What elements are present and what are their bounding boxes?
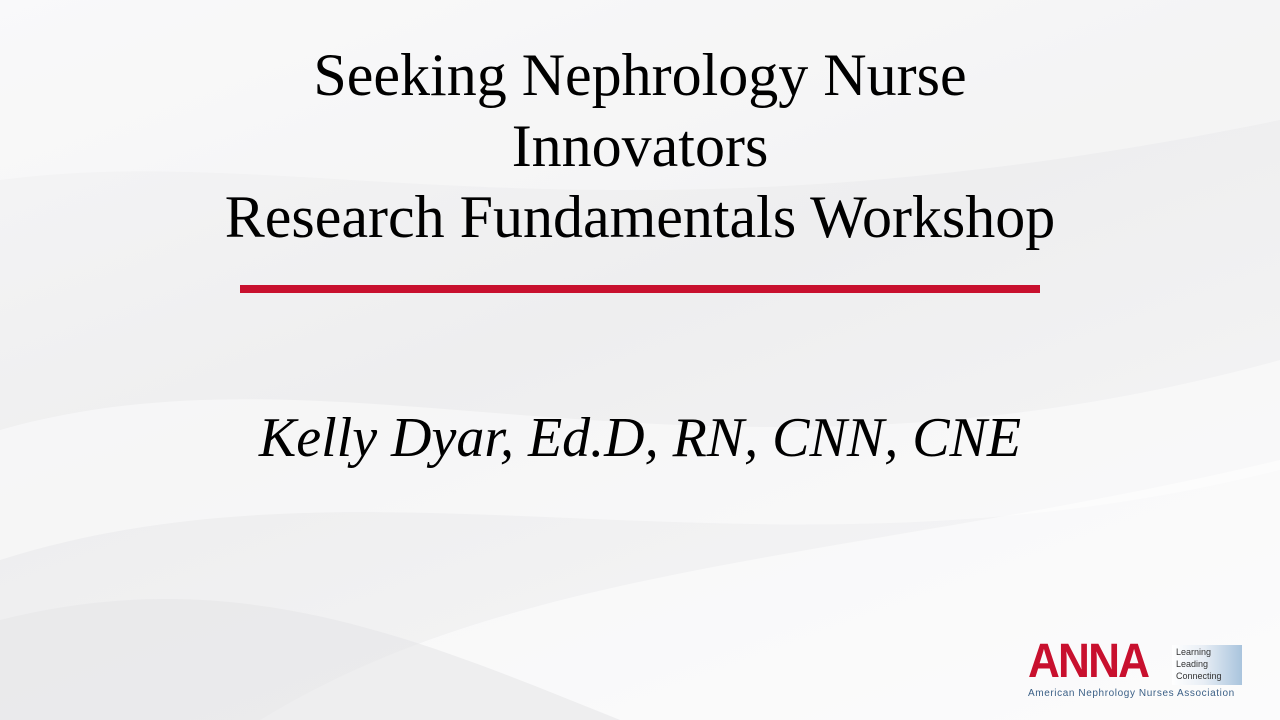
title-line-1: Seeking Nephrology Nurse xyxy=(313,42,967,108)
logo-tagline-connecting: Connecting xyxy=(1176,671,1222,681)
title-divider xyxy=(240,285,1040,293)
logo-tagline-learning: Learning xyxy=(1176,647,1212,657)
anna-logo xyxy=(1026,636,1246,702)
author-name: Kelly Dyar, Ed.D, RN, CNN, CNE xyxy=(258,407,1022,469)
logo-wordmark: ANNA xyxy=(1028,635,1149,688)
logo-tagline-leading: Leading xyxy=(1176,659,1209,669)
title-line-3: Research Fundamentals Workshop xyxy=(224,184,1056,250)
logo-taglines xyxy=(1176,646,1222,682)
slide-title xyxy=(90,40,1190,253)
logo-organization-name: American Nephrology Nurses Association xyxy=(1028,688,1235,699)
title-line-2: Innovators xyxy=(511,113,769,179)
